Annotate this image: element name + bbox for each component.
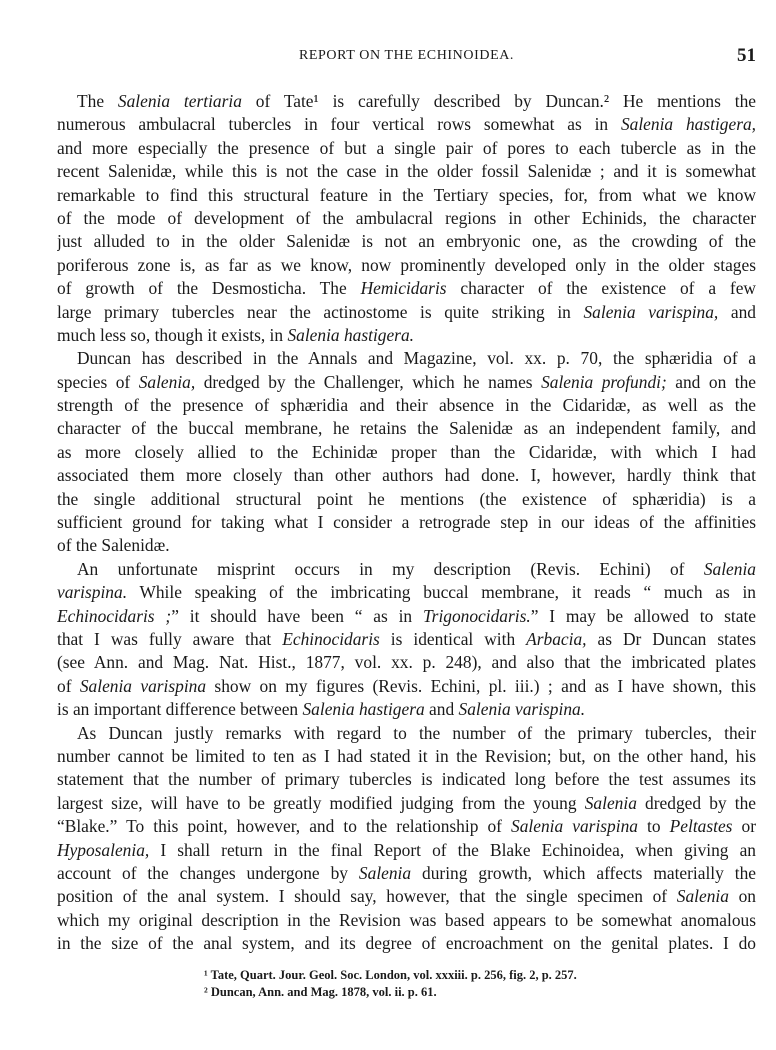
text-segment: and (718, 301, 756, 322)
text-segment: and more especially the presence of but a single pair of pores to each tubercle as in the (57, 137, 756, 158)
text-segment: numerous ambulacral tubercles in four vertical rows somewhat as in (57, 114, 621, 135)
italic-text: Salenia tertiaria (117, 91, 242, 111)
text-line (57, 558, 756, 581)
text-line (57, 417, 756, 440)
italic-text: Peltastes (669, 816, 733, 837)
italic-text: varispina. (57, 582, 128, 603)
text-line (57, 839, 756, 862)
text-segment: and on the (666, 371, 756, 392)
text-segment: largest size, will have to be greatly modified judging from the young (57, 792, 585, 813)
text-segment: ” I may be allowed to state (530, 605, 756, 626)
text-line (57, 651, 756, 674)
body-text (57, 90, 756, 955)
text-segment: species of (57, 371, 139, 392)
text-segment: recent Salenidæ, while this is not the case in the older fossil Salenidæ ; and it is somewhat (57, 161, 756, 182)
text-line (57, 347, 756, 370)
text-segment: remarkable to find this structural feature in the Tertiary species, for, from what we know (57, 184, 756, 205)
paragraph (57, 558, 756, 722)
paragraph (57, 90, 756, 347)
text-segment: statement that the number of primary tubercles is indicated long before the test assumes its (57, 769, 756, 790)
italic-text: Salenia varispina, (583, 301, 719, 322)
text-segment: number cannot be limited to ten as I had stated it in the Revision; but, on the other hand, his (57, 745, 756, 766)
text-line (57, 605, 756, 628)
text-segment: that I was fully aware that (57, 628, 283, 649)
italic-text: Salenia varispina (511, 816, 638, 837)
text-segment: account of the changes undergone by (57, 862, 359, 883)
footnotes (204, 967, 577, 1001)
italic-text: Echinocidaris ; (57, 605, 172, 626)
running-title: REPORT ON THE ECHINOIDEA. (298, 48, 515, 63)
text-segment: sufficient ground for taking what I consider a retrograde step in our ideas of the affinities (57, 512, 756, 533)
text-segment: just alluded to in the older Salenidæ is not an embryonic one, as the crowding of the (57, 231, 756, 252)
text-segment: of (57, 675, 80, 696)
footnote-2: ² Duncan, Ann. and Mag. 1878, vol. ii. p. 61. (204, 985, 437, 999)
text-line (57, 277, 756, 300)
text-segment: as more closely allied to the Echinidæ proper than the Cidaridæ, with which I had (57, 441, 756, 462)
italic-text: Salenia profundi; (541, 371, 667, 392)
text-segment: and (424, 699, 459, 720)
text-segment: As Duncan justly remarks with regard to the number of the primary tubercles, their (77, 722, 756, 743)
text-segment: ” it should have been “ as in (171, 605, 423, 626)
text-line (57, 885, 756, 908)
text-segment: the single additional structural point he mentions (the existence of sphæridia) is a (57, 488, 756, 509)
text-segment: large primary tubercles near the actinostome is quite striking in (57, 301, 584, 322)
text-line (57, 301, 756, 324)
text-line (57, 184, 756, 207)
italic-text: Echinocidaris (282, 628, 380, 649)
text-segment: character of the buccal membrane, he retains the Salenidæ as an independent family, and (57, 418, 756, 439)
text-segment: character of the existence of a few (446, 278, 756, 299)
italic-text: Salenia hastigera (302, 699, 425, 720)
italic-text: Arbacia, (526, 628, 587, 649)
text-segment: which my original description in the Revision was based appears to be somewhat anomalous (57, 909, 756, 930)
text-segment: of Tate¹ is carefully described by Duncan.² He mentions the (241, 91, 756, 111)
text-line (57, 745, 756, 768)
text-line (57, 488, 756, 511)
text-segment: is an important difference between (57, 699, 303, 720)
text-segment: on (728, 886, 756, 907)
text-segment: An unfortunate misprint occurs in my description (Revis. Echini) of (77, 558, 704, 579)
paragraph (57, 722, 756, 956)
text-line (57, 768, 756, 791)
text-segment: as Dr Duncan states (586, 628, 756, 649)
text-segment: poriferous zone is, as far as we know, now prominently developed only in the older stages (57, 254, 756, 275)
text-segment: show on my figures (Revis. Echini, pl. iii.) ; and as I have shown, this (206, 675, 756, 696)
text-segment: in the size of the anal system, and its degree of encroachment on the genital plates. I do (57, 933, 756, 954)
text-segment: much less so, though it exists, in (57, 324, 288, 345)
text-line (57, 862, 756, 885)
italic-text: Salenia hastigera, (620, 114, 756, 135)
text-line (57, 792, 756, 815)
text-segment: during growth, which affects materially the (411, 862, 756, 883)
italic-text: Salenia hastigera. (287, 324, 414, 345)
text-line (57, 628, 756, 651)
italic-text: Salenia varispina. (458, 699, 586, 720)
text-segment: position of the anal system. I should say, however, that the single specimen of (57, 886, 677, 907)
running-header (57, 46, 756, 70)
text-line (57, 581, 756, 604)
text-segment: strength of the presence of sphæridia and their absence in the Cidaridæ, as well as the (57, 395, 756, 416)
text-segment: “Blake.” To this point, however, and to the relationship of (57, 816, 512, 837)
footnote-1: ¹ Tate, Quart. Jour. Geol. Soc. London, vol. xxxiii. p. 256, fig. 2, p. 257. (204, 968, 577, 982)
italic-text: Trigonocidaris. (422, 605, 531, 626)
text-line (57, 254, 756, 277)
text-segment: I shall return in the final Report of the Blake Echinoidea, when giving an (149, 839, 756, 860)
text-segment: to (637, 816, 670, 837)
text-segment: The (77, 91, 118, 111)
text-line (57, 371, 756, 394)
text-line (57, 675, 756, 698)
text-line (57, 113, 756, 136)
text-line (57, 90, 756, 113)
text-line (57, 932, 756, 955)
text-line (57, 324, 756, 347)
text-line (57, 160, 756, 183)
text-line (57, 464, 756, 487)
text-segment: dredged by the Challenger, which he names (195, 371, 542, 392)
text-segment: associated them more closely than other authors had done. I, however, hardly think that (57, 465, 756, 486)
italic-text: Salenia (703, 558, 756, 579)
paragraph (57, 347, 756, 558)
text-segment: of the Salenidæ. (57, 535, 170, 556)
text-segment: (see Ann. and Mag. Nat. Hist., 1877, vol. xx. p. 248), and also that the imbricated plates (57, 652, 756, 673)
text-segment: While speaking of the imbricating buccal membrane, it reads “ much as in (127, 582, 756, 603)
text-line (57, 815, 756, 838)
text-line (57, 511, 756, 534)
italic-text: Salenia (358, 862, 412, 883)
italic-text: Salenia (676, 886, 729, 907)
text-line (57, 394, 756, 417)
text-line (57, 698, 756, 721)
italic-text: Salenia, (138, 371, 196, 392)
text-segment: of the mode of development of the ambulacral regions in other Echinids, the character (57, 207, 756, 228)
page-number: 51 (737, 45, 756, 66)
text-line (57, 441, 756, 464)
text-line (57, 909, 756, 932)
italic-text: Hyposalenia, (57, 839, 150, 860)
text-line (57, 230, 756, 253)
text-line (57, 534, 756, 557)
text-segment: Duncan has described in the Annals and Magazine, vol. xx. p. 70, the sphæridia of a (77, 348, 756, 369)
text-segment: of growth of the Desmosticha. The (57, 278, 361, 299)
text-line (57, 722, 756, 745)
text-segment: dredged by the (636, 792, 756, 813)
italic-text: Hemicidaris (360, 278, 447, 299)
text-segment: is identical with (379, 628, 527, 649)
text-segment: or (732, 816, 756, 837)
text-line (57, 137, 756, 160)
text-line (57, 207, 756, 230)
italic-text: Salenia varispina (79, 675, 207, 696)
italic-text: Salenia (584, 792, 637, 813)
